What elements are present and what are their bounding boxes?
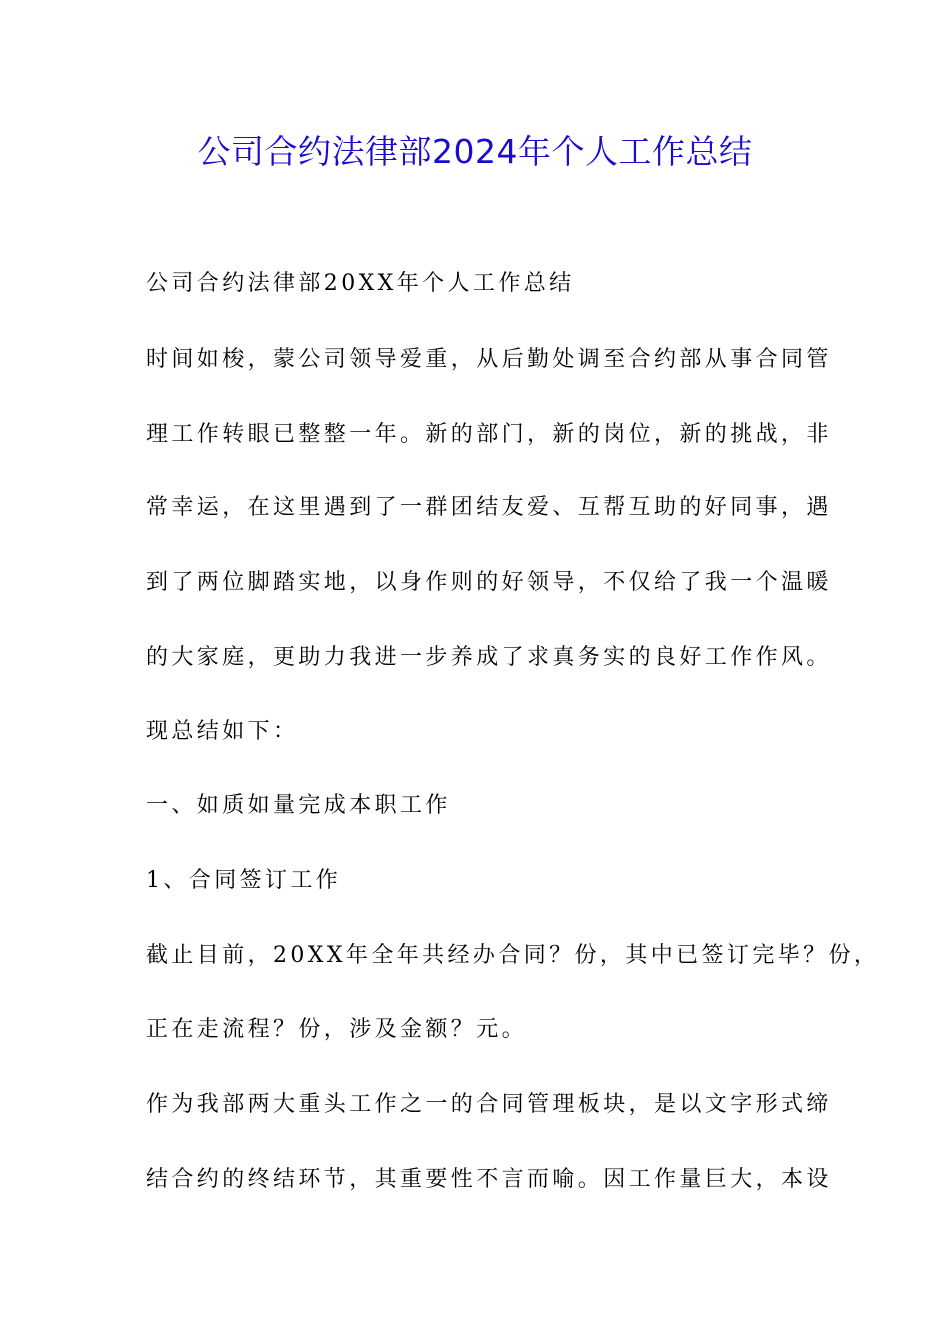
- section-heading: 一、如质如量完成本职工作: [146, 793, 451, 818]
- paragraph-line: 的大家庭，更助力我进一步养成了求真务实的良好工作作风。: [146, 645, 832, 670]
- paragraph-line: 现总结如下：: [146, 719, 299, 744]
- paragraph-line: 理工作转眼已整整一年。新的部门，新的岗位，新的挑战，非: [146, 422, 832, 447]
- paragraph-line: 作为我部两大重头工作之一的合同管理板块，是以文字形式缔: [146, 1092, 832, 1117]
- paragraph-line: 截止目前，20XX年全年共经办合同？份，其中已签订完毕？份，: [146, 943, 880, 968]
- paragraph-line: 常幸运，在这里遇到了一群团结友爱、互帮互助的好同事，遇: [146, 495, 832, 520]
- paragraph-line: 到了两位脚踏实地，以身作则的好领导，不仅给了我一个温暖: [146, 570, 832, 595]
- paragraph-line: 时间如梭，蒙公司领导爱重，从后勤处调至合约部从事合同管: [146, 347, 832, 372]
- document-title: 公司合约法律部2024年个人工作总结: [197, 132, 753, 171]
- paragraph-line: 正在走流程？份，涉及金额？元。: [146, 1017, 528, 1042]
- paragraph-line: 结合约的终结环节，其重要性不言而喻。因工作量巨大，本设: [146, 1167, 832, 1192]
- subsection-heading: 1、合同签订工作: [146, 868, 342, 893]
- document-subtitle: 公司合约法律部20XX年个人工作总结: [146, 271, 575, 296]
